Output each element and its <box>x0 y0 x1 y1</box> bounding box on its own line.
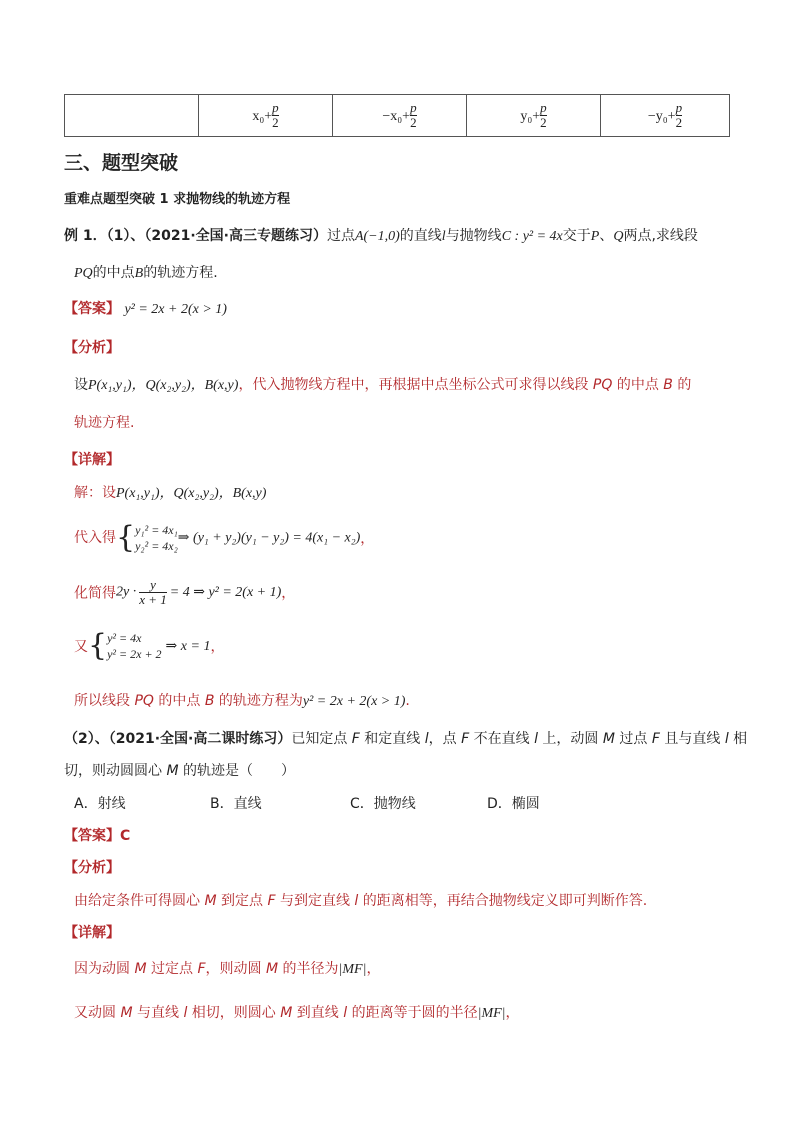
subheading: 重难点题型突破 1 求抛物线的轨迹方程 <box>64 192 291 207</box>
option-c: C．抛物线 <box>350 796 416 812</box>
example2-question-line2: 切，则动圆圆心 M 的轨迹是（ ） <box>64 763 295 779</box>
option-a: A．射线 <box>74 796 126 812</box>
table-cell-y0-plus-p2: y₀+ $\frac{p}{2}$ <box>467 95 601 137</box>
example1-label: 例 1．（1）、（2021·全国·高三专题练习） <box>64 228 327 244</box>
example2-detail-line2: 又动圆 M 与直线 l 相切，则圆心 M 到直线 l 的距离等于圆的半径|MF|， <box>74 1005 520 1021</box>
section-title: 三、题型突破 <box>64 152 179 174</box>
example1-substitution: 代入得{ y₁² = 4x₁ y₂² = 4x₂ ⇒ (y₁ + y₂)(y₁ − y₂) = 4(x₁ − x₂)， <box>74 520 375 555</box>
example1-answer: 【答案】 y² = 2x + 2(x > 1) <box>64 301 227 317</box>
example2-analysis-tag: 【分析】 <box>64 860 120 876</box>
fraction: $\frac{p}{2}$ <box>540 100 547 130</box>
example2-detail-line1: 因为动圆 M 过定点 F，则动圆 M 的半径为|MF|， <box>74 961 381 977</box>
equation-system: y₁² = 4x₁ y₂² = 4x₂ <box>135 523 178 553</box>
fraction: $\frac{y}{x + 1}$ <box>139 577 167 607</box>
table-cell-x0-plus-p2: x₀+ $\frac{p}{2}$ <box>199 95 333 137</box>
option-d: D．椭圆 <box>487 796 540 812</box>
example2-label: （2）、（2021·全国·高二课时练习） <box>64 731 292 747</box>
fraction: $\frac{p}{2}$ <box>675 100 683 130</box>
example2-question-line1: （2）、（2021·全国·高二课时练习）已知定点 F 和定直线 l，点 F 不在直线 l 上，动圆 M 过点 F 且与直线 l 相 <box>64 731 748 747</box>
equation-system: y² = 4x y² = 2x + 2 <box>107 631 162 661</box>
formula-table <box>64 94 730 137</box>
fraction: $\frac{p}{2}$ <box>410 100 417 130</box>
left-brace: { <box>88 628 108 663</box>
example2-detail-tag: 【详解】 <box>64 925 120 941</box>
example1-question-line2: PQ的中点B的轨迹方程. <box>74 265 218 281</box>
table-row <box>65 95 730 137</box>
table-cell-neg-x0-plus-p2: −x₀+ $\frac{p}{2}$ <box>333 95 467 137</box>
example1-detail-tag: 【详解】 <box>64 452 120 468</box>
example1-simplification: 化简得2y · $\frac{y}{x + 1}$ = 4 ⇒ y² = 2(x + 1)， <box>74 577 296 607</box>
example1-conclusion: 所以线段 PQ 的中点 B 的轨迹方程为y² = 2x + 2(x > 1). <box>74 693 410 709</box>
example1-analysis-line2: 轨迹方程. <box>74 415 135 431</box>
example1-question-line1: 例 1．（1）、（2021·全国·高三专题练习）过点A(−1,0)的直线l与抛物线C : y² = 4x交于P、Q两点,求线段 <box>64 228 698 244</box>
example1-also-system: 又{ y² = 4x y² = 2x + 2 ⇒ x = 1， <box>74 628 225 663</box>
example2-analysis-text: 由给定条件可得圆心 M 到定点 F 与到定直线 l 的距离相等，再结合抛物线定义即可判断作答. <box>74 893 648 909</box>
table-cell-empty <box>65 95 199 137</box>
fraction: $\frac{p}{2}$ <box>272 100 279 130</box>
example2-answer: 【答案】C <box>64 828 131 844</box>
option-b: B．直线 <box>210 796 262 812</box>
example1-solution-line: 解：设P(x₁,y₁)，Q(x₂,y₂)，B(x,y) <box>74 485 267 501</box>
example1-analysis-tag: 【分析】 <box>64 340 120 356</box>
left-brace: { <box>116 520 136 555</box>
example1-analysis-line1: 设P(x₁,y₁)，Q(x₂,y₂)，B(x,y)，代入抛物线方程中，再根据中点坐标公式可求得以线段 PQ 的中点 B 的 <box>74 377 692 393</box>
table-cell-neg-y0-plus-p2: −y₀+ $\frac{p}{2}$ <box>601 95 730 137</box>
